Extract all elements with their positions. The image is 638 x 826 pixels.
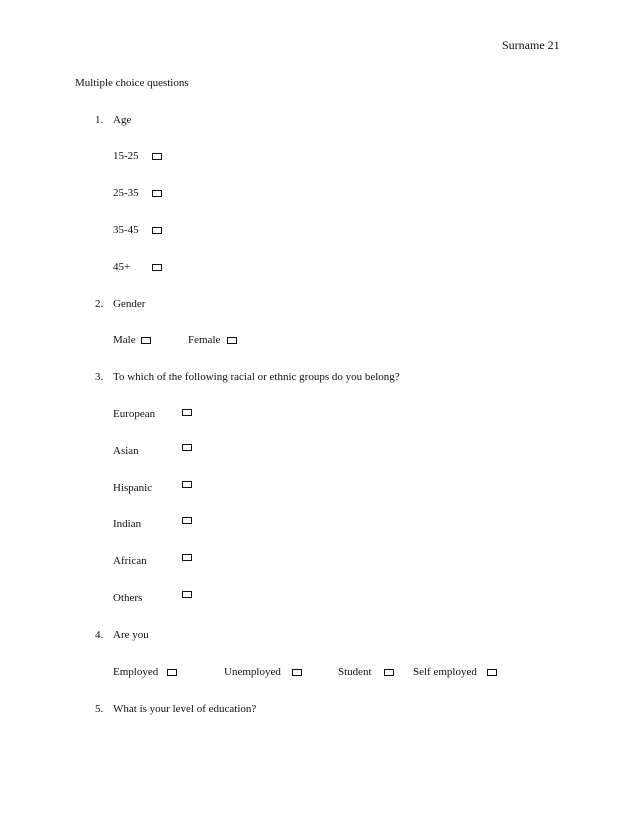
option-label-hispanic: Hispanic xyxy=(113,482,153,494)
option-label-indian: Indian xyxy=(113,518,142,530)
option-label-female: Female xyxy=(188,334,221,346)
question-text-ethnicity: To which of the following racial or ethnic groups do you belong? xyxy=(113,371,400,383)
option-label-european: European xyxy=(113,408,156,420)
question-number-4: 4. xyxy=(95,629,104,641)
question-text-age: Age xyxy=(113,114,132,126)
checkbox-hispanic[interactable] xyxy=(182,481,192,488)
question-text-gender: Gender xyxy=(113,298,146,310)
checkbox-employed[interactable] xyxy=(167,669,177,676)
option-label-male: Male xyxy=(113,334,136,346)
option-label-others: Others xyxy=(113,592,143,604)
option-label-self-employed: Self employed xyxy=(413,666,477,678)
option-label-age-15-25: 15-25 xyxy=(113,150,139,162)
checkbox-asian[interactable] xyxy=(182,444,192,451)
checkbox-age-25-35[interactable] xyxy=(152,190,162,197)
option-label-age-45-plus: 45+ xyxy=(113,261,131,273)
checkbox-others[interactable] xyxy=(182,591,192,598)
option-label-age-25-35: 25-35 xyxy=(113,187,139,199)
running-head: Surname 21 xyxy=(502,38,560,52)
option-label-employed: Employed xyxy=(113,666,159,678)
checkbox-indian[interactable] xyxy=(182,517,192,524)
question-number-1: 1. xyxy=(95,114,104,126)
checkbox-student[interactable] xyxy=(384,669,394,676)
question-text-employment: Are you xyxy=(113,629,149,641)
question-number-3: 3. xyxy=(95,371,104,383)
checkbox-self-employed[interactable] xyxy=(487,669,497,676)
question-number-5: 5. xyxy=(95,703,104,715)
checkbox-male[interactable] xyxy=(141,337,151,344)
question-number-2: 2. xyxy=(95,298,104,310)
option-label-african: African xyxy=(113,555,147,567)
checkbox-age-15-25[interactable] xyxy=(152,153,162,160)
checkbox-age-45-plus[interactable] xyxy=(152,264,162,271)
checkbox-age-35-45[interactable] xyxy=(152,227,162,234)
checkbox-european[interactable] xyxy=(182,409,192,416)
option-label-student: Student xyxy=(338,666,372,678)
checkbox-female[interactable] xyxy=(227,337,237,344)
option-label-asian: Asian xyxy=(113,445,139,457)
option-label-unemployed: Unemployed xyxy=(224,666,281,678)
checkbox-african[interactable] xyxy=(182,554,192,561)
checkbox-unemployed[interactable] xyxy=(292,669,302,676)
question-text-education: What is your level of education? xyxy=(113,703,257,715)
section-title: Multiple choice questions xyxy=(75,77,189,89)
option-label-age-35-45: 35-45 xyxy=(113,224,139,236)
